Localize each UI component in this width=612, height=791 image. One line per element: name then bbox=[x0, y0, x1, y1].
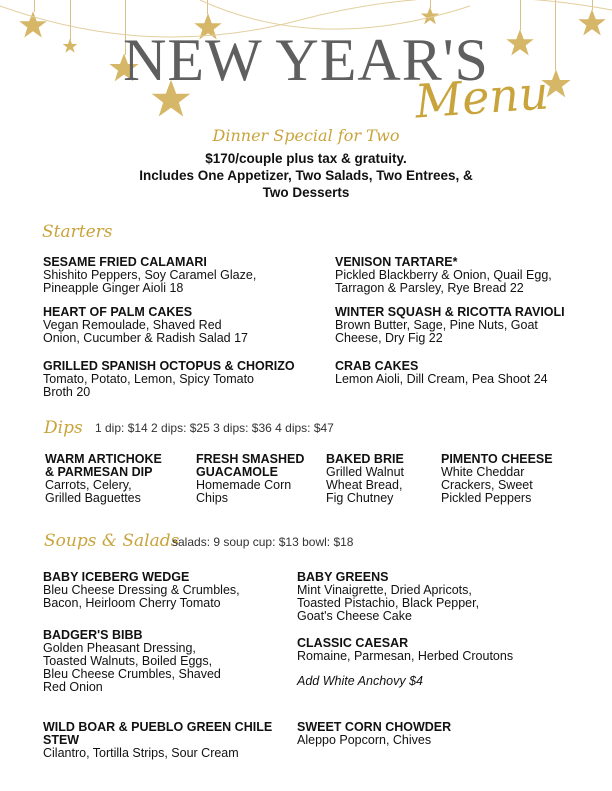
soups-salads-heading: Soups & Salads bbox=[44, 531, 180, 551]
menu-item bbox=[196, 453, 304, 505]
item-desc: Grilled Walnut bbox=[326, 465, 405, 479]
menu-item bbox=[335, 306, 565, 345]
item-desc: Broth 20 bbox=[43, 385, 91, 399]
menu-item bbox=[43, 306, 248, 345]
item-name: WILD BOAR & PUEBLO GREEN CHILE bbox=[43, 720, 273, 734]
item-name: BADGER'S BIBB bbox=[43, 628, 143, 642]
soups-salads-prices: salads: 9 soup cup: $13 bowl: $18 bbox=[172, 535, 354, 549]
item-desc: Cheese, Dry Fig 22 bbox=[335, 331, 443, 345]
item-desc: Aleppo Popcorn, Chives bbox=[297, 733, 432, 747]
menu-item bbox=[43, 360, 295, 399]
item-desc: Goat's Cheese Cake bbox=[297, 609, 412, 623]
item-desc: Chips bbox=[196, 491, 228, 505]
menu-item bbox=[326, 453, 404, 505]
item-desc: Wheat Bread, bbox=[326, 478, 403, 492]
item-desc: Toasted Pistachio, Black Pepper, bbox=[297, 596, 480, 610]
item-name: & PARMESAN DIP bbox=[45, 465, 153, 479]
item-desc: Grilled Baguettes bbox=[45, 491, 141, 505]
item-desc: Mint Vinaigrette, Dried Apricots, bbox=[297, 583, 472, 597]
item-desc: Bacon, Heirloom Cherry Tomato bbox=[43, 596, 221, 610]
item-name: BAKED BRIE bbox=[326, 452, 404, 466]
menu-item bbox=[297, 637, 513, 688]
item-desc: Homemade Corn bbox=[196, 478, 292, 492]
item-desc: Onion, Cucumber & Radish Salad 17 bbox=[43, 331, 248, 345]
page-title: NEW YEAR'S bbox=[123, 27, 489, 93]
item-desc: Tarragon & Parsley, Rye Bread 22 bbox=[335, 281, 524, 295]
item-desc: Cilantro, Tortilla Strips, Sour Cream bbox=[43, 746, 239, 760]
item-name: SESAME FRIED CALAMARI bbox=[43, 255, 207, 269]
item-desc: Fig Chutney bbox=[326, 491, 394, 505]
item-name: HEART OF PALM CAKES bbox=[43, 305, 193, 319]
dips-heading: Dips bbox=[44, 418, 83, 438]
item-desc: White Cheddar bbox=[441, 465, 525, 479]
item-desc: Lemon Aioli, Dill Cream, Pea Shoot 24 bbox=[335, 372, 548, 386]
item-desc: Shishito Peppers, Soy Caramel Glaze, bbox=[43, 268, 257, 282]
item-desc: Pineapple Ginger Aioli 18 bbox=[43, 281, 184, 295]
item-name: BABY ICEBERG WEDGE bbox=[43, 570, 190, 584]
menu-item bbox=[43, 721, 272, 760]
item-desc: Crackers, Sweet bbox=[441, 478, 533, 492]
item-name: WINTER SQUASH & RICOTTA RAVIOLI bbox=[335, 305, 565, 319]
item-desc: Red Onion bbox=[43, 680, 103, 694]
menu-script-title: Menu bbox=[413, 65, 551, 129]
item-name: WARM ARTICHOKE bbox=[45, 452, 162, 466]
item-desc: Pickled Blackberry & Onion, Quail Egg, bbox=[335, 268, 552, 282]
item-desc: Romaine, Parmesan, Herbed Croutons bbox=[297, 649, 514, 663]
item-addon: Add White Anchovy $4 bbox=[297, 674, 423, 688]
item-name: FRESH SMASHED bbox=[196, 452, 305, 466]
item-desc: Tomato, Potato, Lemon, Spicy Tomato bbox=[43, 372, 254, 386]
menu-item bbox=[297, 721, 451, 747]
menu-item bbox=[43, 256, 256, 295]
item-name: CLASSIC CAESAR bbox=[297, 636, 409, 650]
menu-item bbox=[45, 453, 162, 505]
menu-item bbox=[43, 629, 221, 694]
item-name: CRAB CAKES bbox=[335, 359, 419, 373]
price-line: $170/couple plus tax & gratuity. bbox=[205, 151, 407, 166]
menu-item bbox=[297, 571, 479, 623]
dinner-special-heading: Dinner Special for Two bbox=[212, 126, 400, 145]
item-desc: Toasted Walnuts, Boiled Eggs, bbox=[43, 654, 213, 668]
item-name: VENISON TARTARE* bbox=[335, 255, 458, 269]
item-name: BABY GREENS bbox=[297, 570, 389, 584]
item-desc: Brown Butter, Sage, Pine Nuts, Goat bbox=[335, 318, 538, 332]
includes-line-2: Two Desserts bbox=[262, 185, 350, 200]
menu-item bbox=[335, 256, 552, 295]
item-desc: Vegan Remoulade, Shaved Red bbox=[43, 318, 222, 332]
dips-prices: 1 dip: $14 2 dips: $25 3 dips: $36 4 dips: $47 bbox=[95, 421, 334, 435]
item-desc: Bleu Cheese Dressing & Crumbles, bbox=[43, 583, 240, 597]
menu-item bbox=[335, 360, 548, 386]
item-desc: Carrots, Celery, bbox=[45, 478, 132, 492]
menu-item bbox=[441, 453, 553, 505]
item-name: SWEET CORN CHOWDER bbox=[297, 720, 452, 734]
item-name: GRILLED SPANISH OCTOPUS & CHORIZO bbox=[43, 359, 295, 373]
item-desc: Golden Pheasant Dressing, bbox=[43, 641, 196, 655]
item-desc: Bleu Cheese Crumbles, Shaved bbox=[43, 667, 221, 681]
starters-heading: Starters bbox=[42, 222, 113, 242]
item-name: GUACAMOLE bbox=[196, 465, 278, 479]
menu-item bbox=[43, 571, 240, 610]
item-name: STEW bbox=[43, 733, 80, 747]
item-name: PIMENTO CHEESE bbox=[441, 452, 553, 466]
includes-line-1: Includes One Appetizer, Two Salads, Two Entrees, & bbox=[139, 168, 473, 183]
item-desc: Pickled Peppers bbox=[441, 491, 532, 505]
